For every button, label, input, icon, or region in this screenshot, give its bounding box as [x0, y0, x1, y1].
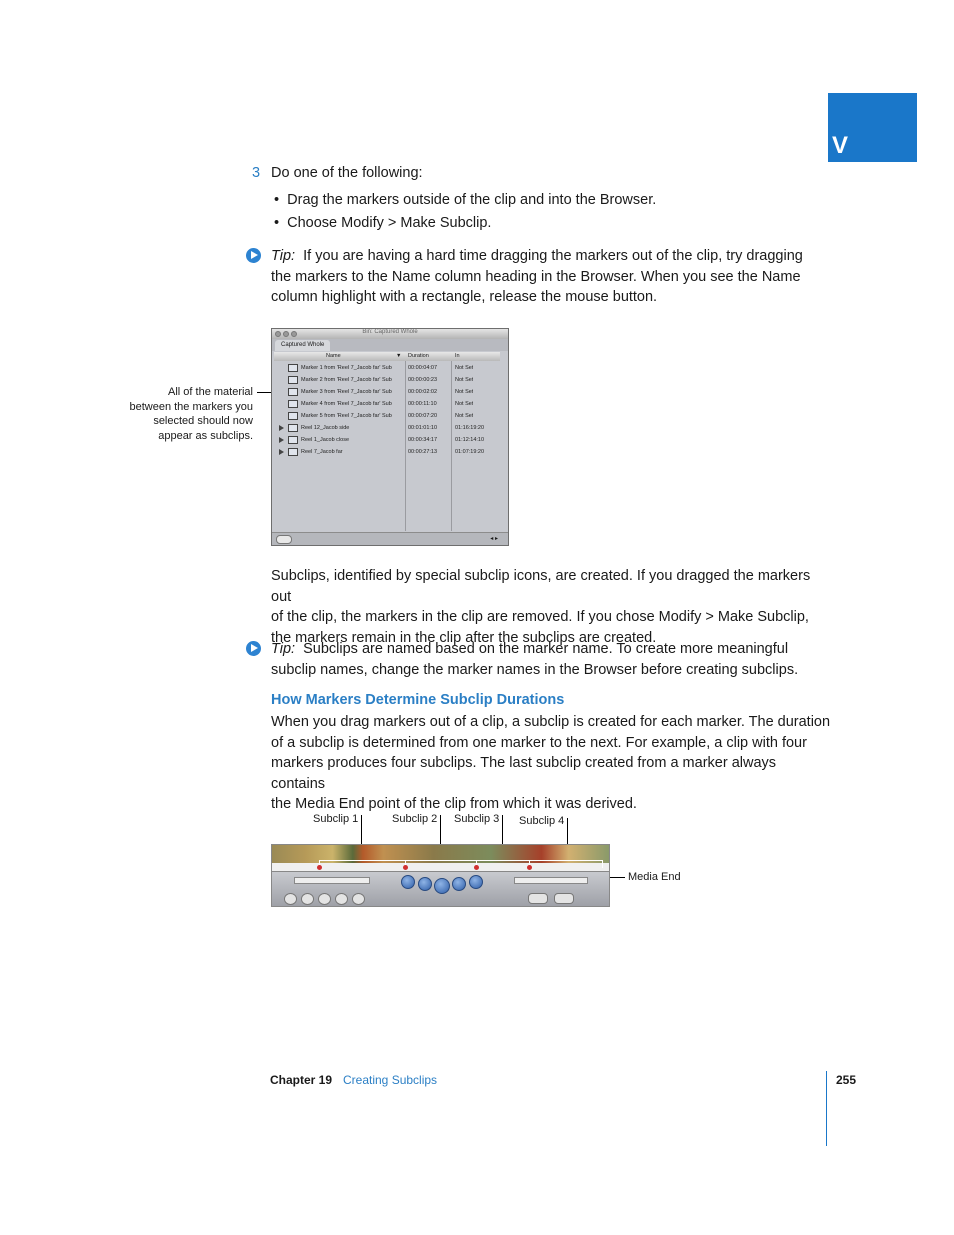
browser-tabrow: [272, 339, 508, 351]
browser-bottom-bar: [272, 532, 508, 545]
marker-icon[interactable]: [317, 865, 322, 870]
paragraph-2-line: markers produces four subclips. The last subclip created from a marker always contains: [271, 755, 777, 792]
scrubber-bar[interactable]: [272, 863, 609, 872]
browser-window: [271, 328, 509, 546]
tip-2-line-2: subclip names, change the marker names in the Browser before creating subclips.: [271, 661, 799, 678]
row-name: Marker 3 from 'Reel 7_Jacob far' Sub: [301, 389, 392, 395]
label-subclip-2: Subclip 2: [392, 813, 438, 825]
row-name: Marker 4 from 'Reel 7_Jacob far' Sub: [301, 401, 392, 407]
mark-out-icon[interactable]: [301, 893, 314, 905]
view-toggle-button[interactable]: [276, 535, 292, 544]
tip-2-line-1: Subclips are named based on the marker name. To create more meaningful: [303, 641, 789, 657]
browser-row[interactable]: [274, 374, 500, 386]
clip-icon: [288, 448, 298, 456]
subclip-icon: [288, 400, 298, 408]
step-number: 3: [252, 165, 261, 181]
marker-icon[interactable]: [403, 865, 408, 870]
subclip-icon: [288, 412, 298, 420]
bullet-2: • Choose Modify > Make Subclip.: [274, 215, 492, 231]
paragraph-1-line: of the clip, the markers in the clip are removed. If you chose Modify > Make Subclip,: [271, 609, 809, 625]
subclip-icon: [288, 376, 298, 384]
column-duration[interactable]: Duration: [408, 353, 429, 359]
row-in: Not Set: [455, 413, 474, 419]
add-keyframe-icon[interactable]: [335, 893, 348, 905]
step-text: Do one of the following:: [271, 165, 423, 181]
tip-1-line-1: If you are having a hard time dragging the markers out of the clip, try dragging: [303, 248, 803, 264]
browser-titlebar: [272, 329, 508, 339]
tip-icon: [246, 641, 261, 656]
tip-1: [271, 246, 831, 308]
footer-chapter-title[interactable]: Creating Subclips: [343, 1073, 438, 1087]
row-in: Not Set: [455, 377, 474, 383]
browser-row[interactable]: [274, 386, 500, 398]
browser-tab[interactable]: Captured Whole: [275, 340, 330, 351]
column-name[interactable]: Name: [326, 353, 341, 359]
footer-chapter: Chapter 19: [270, 1073, 333, 1087]
viewer-transport: [271, 844, 610, 907]
browser-title: Bin: Captured Whole: [362, 329, 418, 335]
section-letter: V: [832, 132, 849, 159]
paragraph-2-line: When you drag markers out of a clip, a subclip is created for each marker. The duration: [271, 714, 831, 730]
generator-button[interactable]: [528, 893, 548, 904]
row-duration: 00:00:34:17: [408, 437, 438, 443]
bullet-1-text: Drag the markers outside of the clip and into the Browser.: [287, 192, 657, 208]
sort-arrow-icon: ▼: [396, 353, 402, 359]
row-duration: 00:00:27:13: [408, 449, 438, 455]
browser-row[interactable]: [274, 434, 500, 446]
paragraph-2-line: of a subclip is determined from one marker to the next. For example, a clip with four: [271, 734, 807, 751]
row-name: Marker 1 from 'Reel 7_Jacob far' Sub: [301, 365, 392, 371]
row-duration: 00:00:07:20: [408, 413, 438, 419]
footer-divider: [826, 1071, 827, 1146]
tip-icon: [246, 248, 261, 263]
jog-control[interactable]: [514, 877, 588, 884]
tip-1-line-3: column highlight with a rectangle, release the mouse button.: [271, 289, 658, 305]
paragraph-1: [271, 566, 831, 648]
row-name: Reel 1_Jacob close: [301, 437, 350, 443]
add-marker-icon[interactable]: [318, 893, 331, 905]
browser-row[interactable]: [274, 362, 500, 374]
browser-callout: [110, 385, 253, 444]
mark-in-icon[interactable]: [284, 893, 297, 905]
play-in-to-out-icon[interactable]: [418, 877, 432, 891]
browser-header: [274, 352, 500, 361]
subclip-tick: [602, 860, 603, 868]
row-in: Not Set: [455, 365, 474, 371]
clip-icon: [288, 424, 298, 432]
subclip-icon: [288, 388, 298, 396]
label-subclip-1: Subclip 1: [313, 813, 359, 825]
row-in: 01:16:19:20: [455, 425, 485, 431]
previous-edit-icon[interactable]: [401, 875, 415, 889]
subclip-icon: [288, 364, 298, 372]
paragraph-1-line: the markers remain in the clip after the subclips are created.: [271, 629, 657, 646]
clip-icon: [288, 436, 298, 444]
browser-row[interactable]: [274, 446, 500, 458]
tip-2: [271, 639, 831, 680]
subclip-span-line: [319, 860, 603, 861]
marker-icon[interactable]: [474, 865, 479, 870]
label-media-end: Media End: [628, 871, 681, 883]
paragraph-1-line: Subclips, identified by special subclip icons, are created. If you dragged the markers out: [271, 568, 811, 605]
row-duration: 00:00:11:10: [408, 401, 437, 407]
row-duration: 00:00:04:07: [408, 365, 438, 371]
row-duration: 00:00:00:23: [408, 377, 438, 383]
tip-1-label: Tip:: [271, 248, 296, 264]
bullet-1: • Drag the markers outside of the clip and into the Browser.: [274, 192, 657, 208]
zoom-icon[interactable]: [291, 331, 297, 337]
paragraph-2-line: the Media End point of the clip from which it was derived.: [271, 796, 637, 812]
match-frame-icon[interactable]: [352, 893, 365, 905]
browser-row[interactable]: [274, 398, 500, 410]
row-name: Marker 5 from 'Reel 7_Jacob far' Sub: [301, 413, 392, 419]
disclosure-triangle-icon[interactable]: [279, 449, 284, 455]
bullet-2-text: Choose Modify > Make Subclip.: [287, 215, 492, 231]
next-edit-icon[interactable]: [469, 875, 483, 889]
section-tab: [828, 93, 917, 162]
marker-icon[interactable]: [527, 865, 532, 870]
play-icon[interactable]: [434, 878, 450, 894]
row-name: Marker 2 from 'Reel 7_Jacob far' Sub: [301, 377, 392, 383]
label-subclip-3: Subclip 3: [454, 813, 500, 825]
scroll-arrows-icon[interactable]: ◂ ▸: [490, 536, 498, 542]
callout-line-3: selected should now: [153, 415, 253, 428]
row-in: 01:07:19:20: [455, 449, 485, 455]
label-subclip-4: Subclip 4: [519, 815, 565, 827]
page-number: 255: [836, 1073, 857, 1087]
disclosure-triangle-icon[interactable]: [279, 437, 284, 443]
paragraph-2: [271, 712, 831, 815]
play-around-icon[interactable]: [452, 877, 466, 891]
minimize-icon[interactable]: [283, 331, 289, 337]
shuttle-slider[interactable]: [294, 877, 370, 884]
callout-line-2: between the markers you: [129, 400, 253, 413]
row-duration: 00:01:01:10: [408, 425, 438, 431]
callout-line-1: All of the material: [168, 386, 253, 398]
browser-row[interactable]: [274, 410, 500, 422]
tip-2-label: Tip:: [271, 641, 296, 657]
disclosure-triangle-icon[interactable]: [279, 425, 284, 431]
tip-1-line-2: the markers to the Name column heading in the Browser. When you see the Name: [271, 268, 801, 285]
section-heading: How Markers Determine Subclip Durations: [271, 692, 565, 708]
callout-line-4: appear as subclips.: [158, 430, 253, 443]
row-in: 01:12:14:10: [455, 437, 485, 443]
row-name: Reel 7_Jacob far: [301, 449, 343, 455]
row-duration: 00:00:02:02: [408, 389, 438, 395]
row-in: Not Set: [455, 401, 474, 407]
clip-settings-button[interactable]: [554, 893, 574, 904]
column-in[interactable]: In: [455, 353, 460, 359]
row-in: Not Set: [455, 389, 474, 395]
row-name: Reel 12_Jacob side: [301, 425, 350, 431]
browser-row[interactable]: [274, 422, 500, 434]
close-icon[interactable]: [275, 331, 281, 337]
